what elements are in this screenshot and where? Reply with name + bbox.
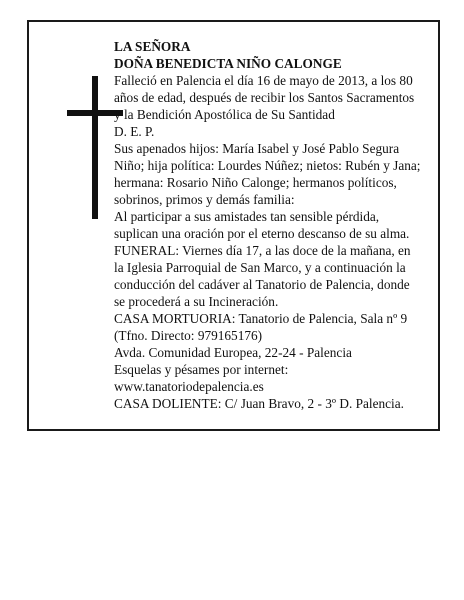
rip-line: D. E. P. <box>114 124 155 139</box>
website-link[interactable]: www.tanatoriodepalencia.es <box>114 379 264 394</box>
death-statement: Falleció en Palencia el día 16 de mayo de 2013, a los 80 años de edad, después de recibir los Santos Sacramentos y la Bendición Apostólica de Su Santidad <box>114 73 415 122</box>
mourners-list: Sus apenados hijos: María Isabel y José Pablo Segura Niño; hija política: Lourdes Núñez; nietos: Rubén y Jana; hermana: Rosario Niño Calonge; hermanos políticos, sobrinos, primos y demás familia: <box>114 141 421 207</box>
funeral-details: FUNERAL: Viernes día 17, a las doce de la mañana, en la Iglesia Parroquial de San Marco, y a continuación la conducción del cadáver al Tanatorio de Palencia, donde se procederá a su Incineración. <box>114 243 411 309</box>
mortuary-details: CASA MORTUORIA: Tanatorio de Palencia, Sala nº 9 (Tfno. Directo: 979165176) <box>114 311 408 343</box>
family-home: CASA DOLIENTE: C/ Juan Bravo, 2 - 3º D. Palencia. <box>114 396 404 411</box>
deceased-name: DOÑA BENEDICTA NIÑO CALONGE <box>114 56 342 71</box>
prayer-request: Al participar a sus amistades tan sensible pérdida, suplican una oración por el eterno descanso de su alma. <box>114 209 410 241</box>
obituary-text <box>114 38 422 412</box>
online-condolences-label: Esquelas y pésames por internet: <box>114 362 289 377</box>
notice-title: LA SEÑORA <box>114 39 191 54</box>
cross-vertical-bar <box>92 76 98 219</box>
mortuary-address: Avda. Comunidad Europea, 22-24 - Palencia <box>114 345 352 360</box>
